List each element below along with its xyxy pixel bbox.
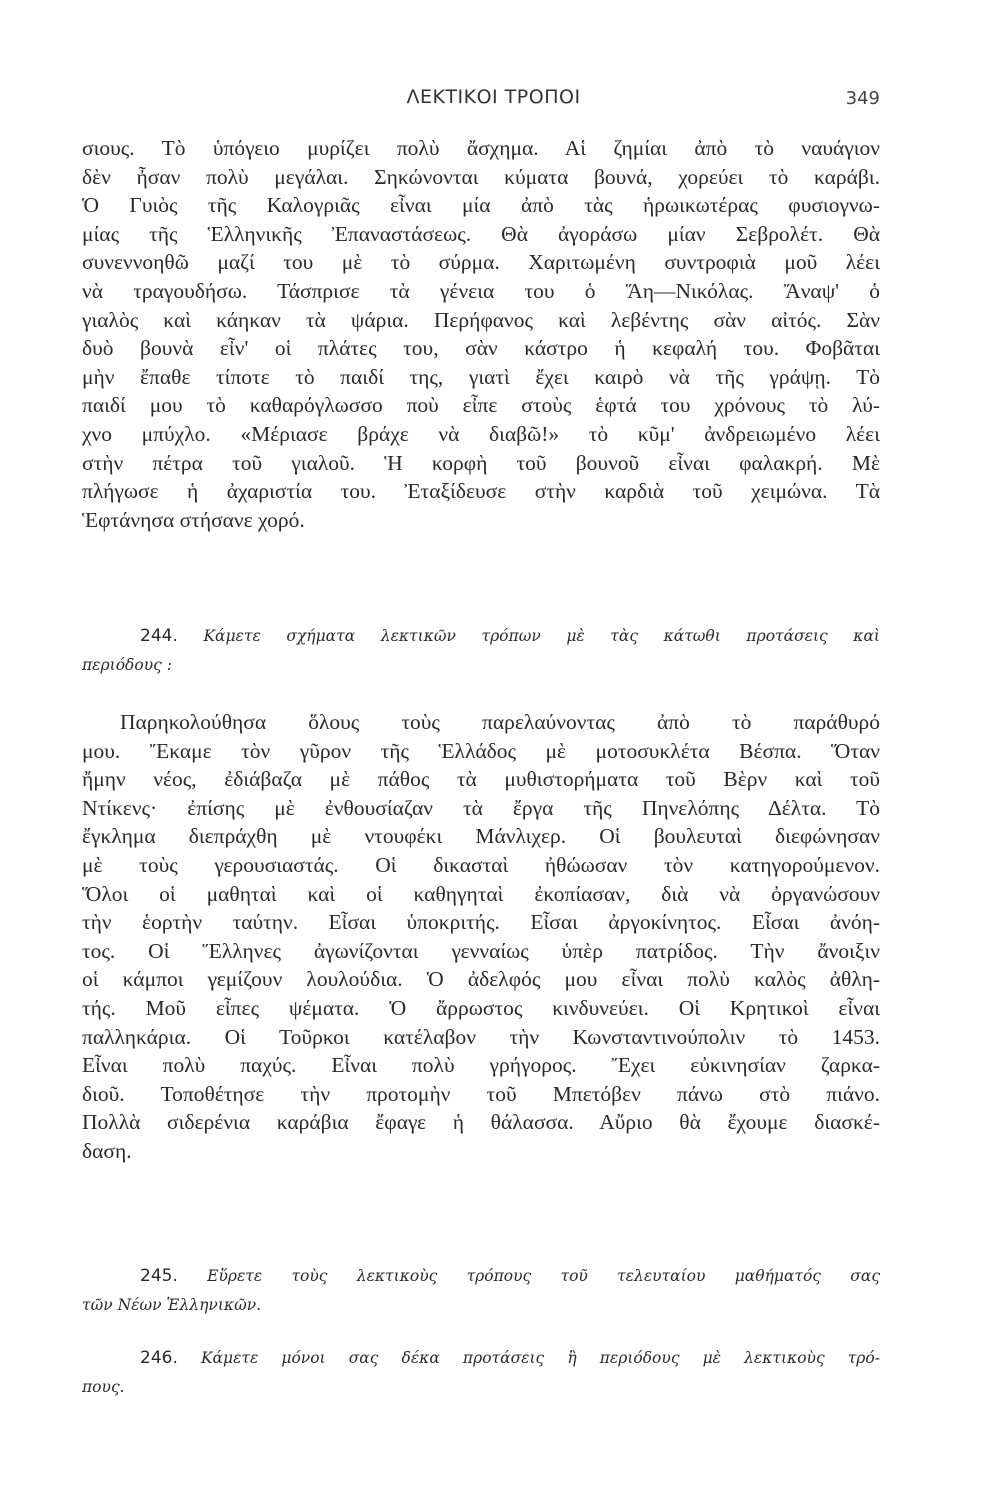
- running-title: ΛΕΚΤΙΚΟΙ ΤΡΟΠΟΙ: [406, 86, 581, 108]
- text-line: παιδί μου τὸ καθαρόγλωσσο ποὺ εἶπε στοὺς ἑφτά του χρόνους τὸ λύ-: [82, 393, 880, 418]
- exercise-text: Κάμετε σχήματα λεκτικῶν τρόπων μὲ τὰς κάτωθι προτάσεις καὶ: [203, 627, 880, 645]
- exercise-line: πους.: [82, 1378, 125, 1396]
- exercise-text: Κάμετε μόνοι σας δέκα προτάσεις ἢ περιόδους μὲ λεκτικοὺς τρό-: [200, 1349, 880, 1367]
- exercise-line: [82, 1262, 880, 1291]
- text-line: ἤμην νέος, ἐδιάβαζα μὲ πάθος τὰ μυθιστορήματα τοῦ Βὲρν καὶ τοῦ: [82, 767, 880, 792]
- text-line: Ἑφτάνησα στήσανε χορό.: [82, 507, 305, 532]
- exercise-245: [82, 1262, 880, 1320]
- text-line: τὴν ἑορτὴν ταύτην. Εἶσαι ὑποκριτής. Εἶσαι ἀργοκίνητος. Εἶσαι ἀνόη-: [82, 910, 880, 935]
- text-line: Ὁ Γυιὸς τῆς Καλογριᾶς εἶναι μία ἀπὸ τὰς ἡρωικωτέρας φυσιογνω-: [82, 193, 880, 218]
- text-line: πλήγωσε ἡ ἀχαριστία του. Ἐταξίδευσε στὴν καρδιὰ τοῦ χειμώνα. Τὰ: [82, 479, 880, 504]
- text-line: τής. Μοῦ εἶπες ψέματα. Ὁ ἄρρωστος κινδυνεύει. Οἱ Κρητικοὶ εἶναι: [82, 995, 880, 1020]
- text-line: παλληκάρια. Οἱ Τοῦρκοι κατέλαβον τὴν Κωνσταντινούπολιν τὸ 1453.: [82, 1024, 880, 1049]
- text-line: οἱ κάμποι γεμίζουν λουλούδια. Ὁ ἀδελφός μου εἶναι πολὺ καλὸς ἀθλη-: [82, 967, 880, 992]
- text-line: δαση.: [82, 1138, 132, 1163]
- paragraph-continued: [82, 134, 880, 534]
- text-line: μου. Ἔκαμε τὸν γῦρον τῆς Ἑλλάδος μὲ μοτοσυκλέτα Βέσπα. Ὅταν: [82, 738, 880, 763]
- text-line: γιαλὸς καὶ κάηκαν τὰ ψάρια. Περήφανος καὶ λεβέντης σὰν αἰτός. Σὰν: [82, 307, 880, 332]
- text-line: μὴν ἔπαθε τίποτε τὸ παιδί της, γιατὶ ἔχει καιρὸ νὰ τῆς γράψῃ. Τὸ: [82, 364, 880, 389]
- text-line: Εἶναι πολὺ παχύς. Εἶναι πολὺ γρήγορος. Ἔχει εὐκινησίαν ζαρκα-: [82, 1053, 880, 1078]
- exercise-number: 245.: [140, 1266, 178, 1286]
- exercise-line: περιόδους :: [82, 656, 172, 674]
- text-line: νὰ τραγουδήσω. Τάσπρισε τὰ γένεια του ὁ Ἅη—Νικόλας. Ἄναψ' ὁ: [82, 278, 880, 303]
- exercise-244: [82, 622, 880, 680]
- text-line: στὴν πέτρα τοῦ γιαλοῦ. Ἡ κορφὴ τοῦ βουνοῦ εἶναι φαλακρή. Μὲ: [82, 450, 880, 475]
- exercise-246: [82, 1344, 880, 1402]
- exercise-number: 244.: [140, 626, 178, 646]
- exercise-line: τῶν Νέων Ἑλληνικῶν.: [82, 1296, 262, 1314]
- text-line: ἔγκλημα διεπράχθη μὲ ντουφέκι Μάνλιχερ. Οἱ βουλευταὶ διεφώνησαν: [82, 824, 880, 849]
- text-line: μὲ τοὺς γερουσιαστάς. Οἱ δικασταὶ ἠθώωσαν τὸν κατηγορούμενον.: [82, 852, 880, 877]
- text-line: μίας τῆς Ἑλληνικῆς Ἐπαναστάσεως. Θὰ ἀγοράσω μίαν Σεβρολέτ. Θὰ: [82, 221, 880, 246]
- text-line: τος. Οἱ Ἕλληνες ἀγωνίζονται γενναίως ὑπὲρ πατρίδος. Τὴν ἄνοιξιν: [82, 938, 880, 963]
- text-line: σιους. Τὸ ὑπόγειο μυρίζει πολὺ ἄσχημα. Αἱ ζημίαι ἀπὸ τὸ ναυάγιον: [82, 136, 880, 160]
- text-line: χνο μπύχλο. «Μέριασε βράχε νὰ διαβῶ!» τὸ κῦμ' ἀνδρειωμένο λέει: [82, 421, 880, 446]
- exercise-line: [82, 622, 880, 651]
- page-number: 349: [845, 88, 880, 109]
- text-line: διοῦ. Τοποθέτησε τὴν προτομὴν τοῦ Μπετόβεν πάνω στὸ πιάνο.: [82, 1081, 880, 1106]
- text-line: Ντίκενς· ἐπίσης μὲ ἐνθουσίαζαν τὰ ἔργα τῆς Πηνελόπης Δέλτα. Τὸ: [82, 795, 880, 820]
- paragraph-examples: [82, 708, 880, 1166]
- running-header: [0, 86, 987, 112]
- text-line: δὲν ἦσαν πολὺ μεγάλαι. Σηκώνονται κύματα βουνά, χορεύει τὸ καράβι.: [82, 164, 880, 189]
- exercise-text: Εὕρετε τοὺς λεκτικοὺς τρόπους τοῦ τελευταίου μαθήματός σας: [207, 1267, 880, 1285]
- text-line: συνεννοηθῶ μαζί του μὲ τὸ σύρμα. Χαριτωμένη συντροφιὰ μοῦ λέει: [82, 250, 880, 275]
- exercise-line: [82, 1344, 880, 1373]
- text-line: Ὅλοι οἱ μαθηταὶ καὶ οἱ καθηγηταὶ ἐκοπίασαν, διὰ νὰ ὀργανώσουν: [82, 881, 880, 906]
- text-line: Παρηκολούθησα ὅλους τοὺς παρελαύνοντας ἀπὸ τὸ παράθυρό: [120, 710, 880, 734]
- text-line: Πολλὰ σιδερένια καράβια ἔφαγε ἡ θάλασσα. Αὔριο θὰ ἔχουμε διασκέ-: [82, 1110, 880, 1135]
- text-line: δυὸ βουνὰ εἶν' οἱ πλάτες του, σὰν κάστρο ἡ κεφαλή του. Φοβᾶται: [82, 336, 880, 361]
- exercise-number: 246.: [140, 1348, 178, 1368]
